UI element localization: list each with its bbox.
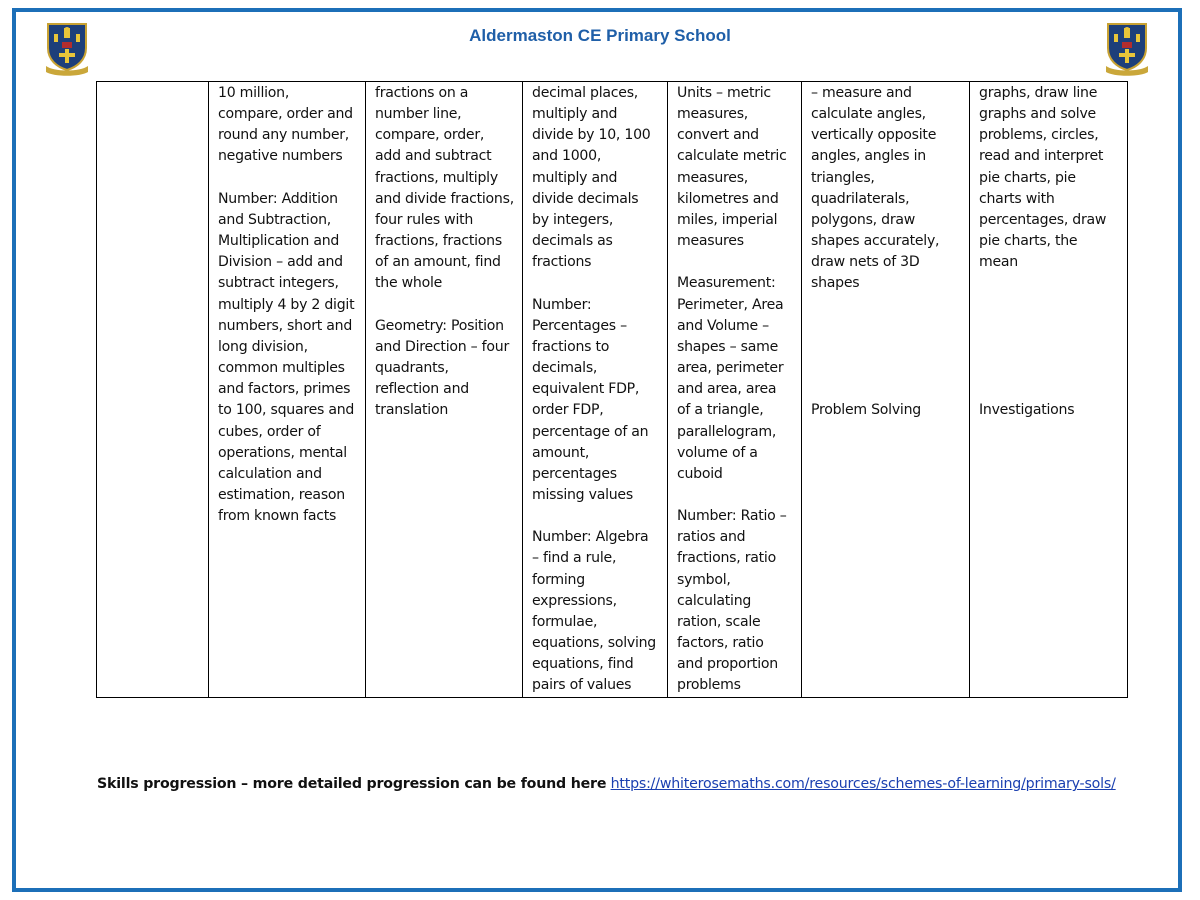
table-cell-place-value: 10 million, compare, order and round any number, negative numbers Number: Addition and Subtraction, Multiplication and Division – add and subtract integers, multiply 4 by 2 digit numbers, short and long division, common multiples and factors, primes to 100, squares and cubes, order of operations, mental calculation and estimation, reason from known facts	[209, 82, 366, 698]
table-cell-decimals: decimal places, multiply and divide by 10, 100 and 1000, multiply and divide decimals by integers, decimals as fractions Number: Percentages – fractions to decimals, equivalent FDP, order FDP, percentage of an amount, percentages missing values Number: Algebra – find a rule, forming expressions, formulae, equations, solving equations, find pairs of values	[523, 82, 668, 698]
school-title: Aldermaston CE Primary School	[469, 26, 731, 45]
school-crest-icon	[44, 22, 90, 76]
skills-progression-note	[97, 776, 1116, 792]
table-cell-statistics: graphs, draw line graphs and solve problems, circles, read and interpret pie charts, pie charts with percentages, draw pie charts, the mean Investigations	[970, 82, 1128, 698]
skills-progression-label: Skills progression – more detailed progression can be found here	[97, 776, 607, 792]
school-crest-icon	[1104, 22, 1150, 76]
curriculum-table	[96, 81, 1128, 698]
table-row	[97, 82, 1128, 698]
table-cell-blank	[97, 82, 209, 698]
white-rose-maths-link[interactable]: https://whiterosemaths.com/resources/schemes-of-learning/primary-sols/	[610, 776, 1116, 792]
table-cell-fractions: fractions on a number line, compare, order, add and subtract fractions, multiply and divide fractions, four rules with fractions, fractions of an amount, find the whole Geometry: Position and Direction – four quadrants, reflection and translation	[366, 82, 523, 698]
table-cell-measurement: Units – metric measures, convert and calculate metric measures, kilometres and miles, imperial measures Measurement: Perimeter, Area and Volume – shapes – same area, perimeter and area, area of a triangle, parallelogram, volume of a cuboid Number: Ratio – ratios and fractions, ratio symbol, calculating ration, scale factors, ratio and proportion problems	[668, 82, 802, 698]
table-cell-geometry: – measure and calculate angles, vertically opposite angles, angles in triangles, quadrilaterals, polygons, draw shapes accurately, draw nets of 3D shapes Problem Solving	[802, 82, 970, 698]
